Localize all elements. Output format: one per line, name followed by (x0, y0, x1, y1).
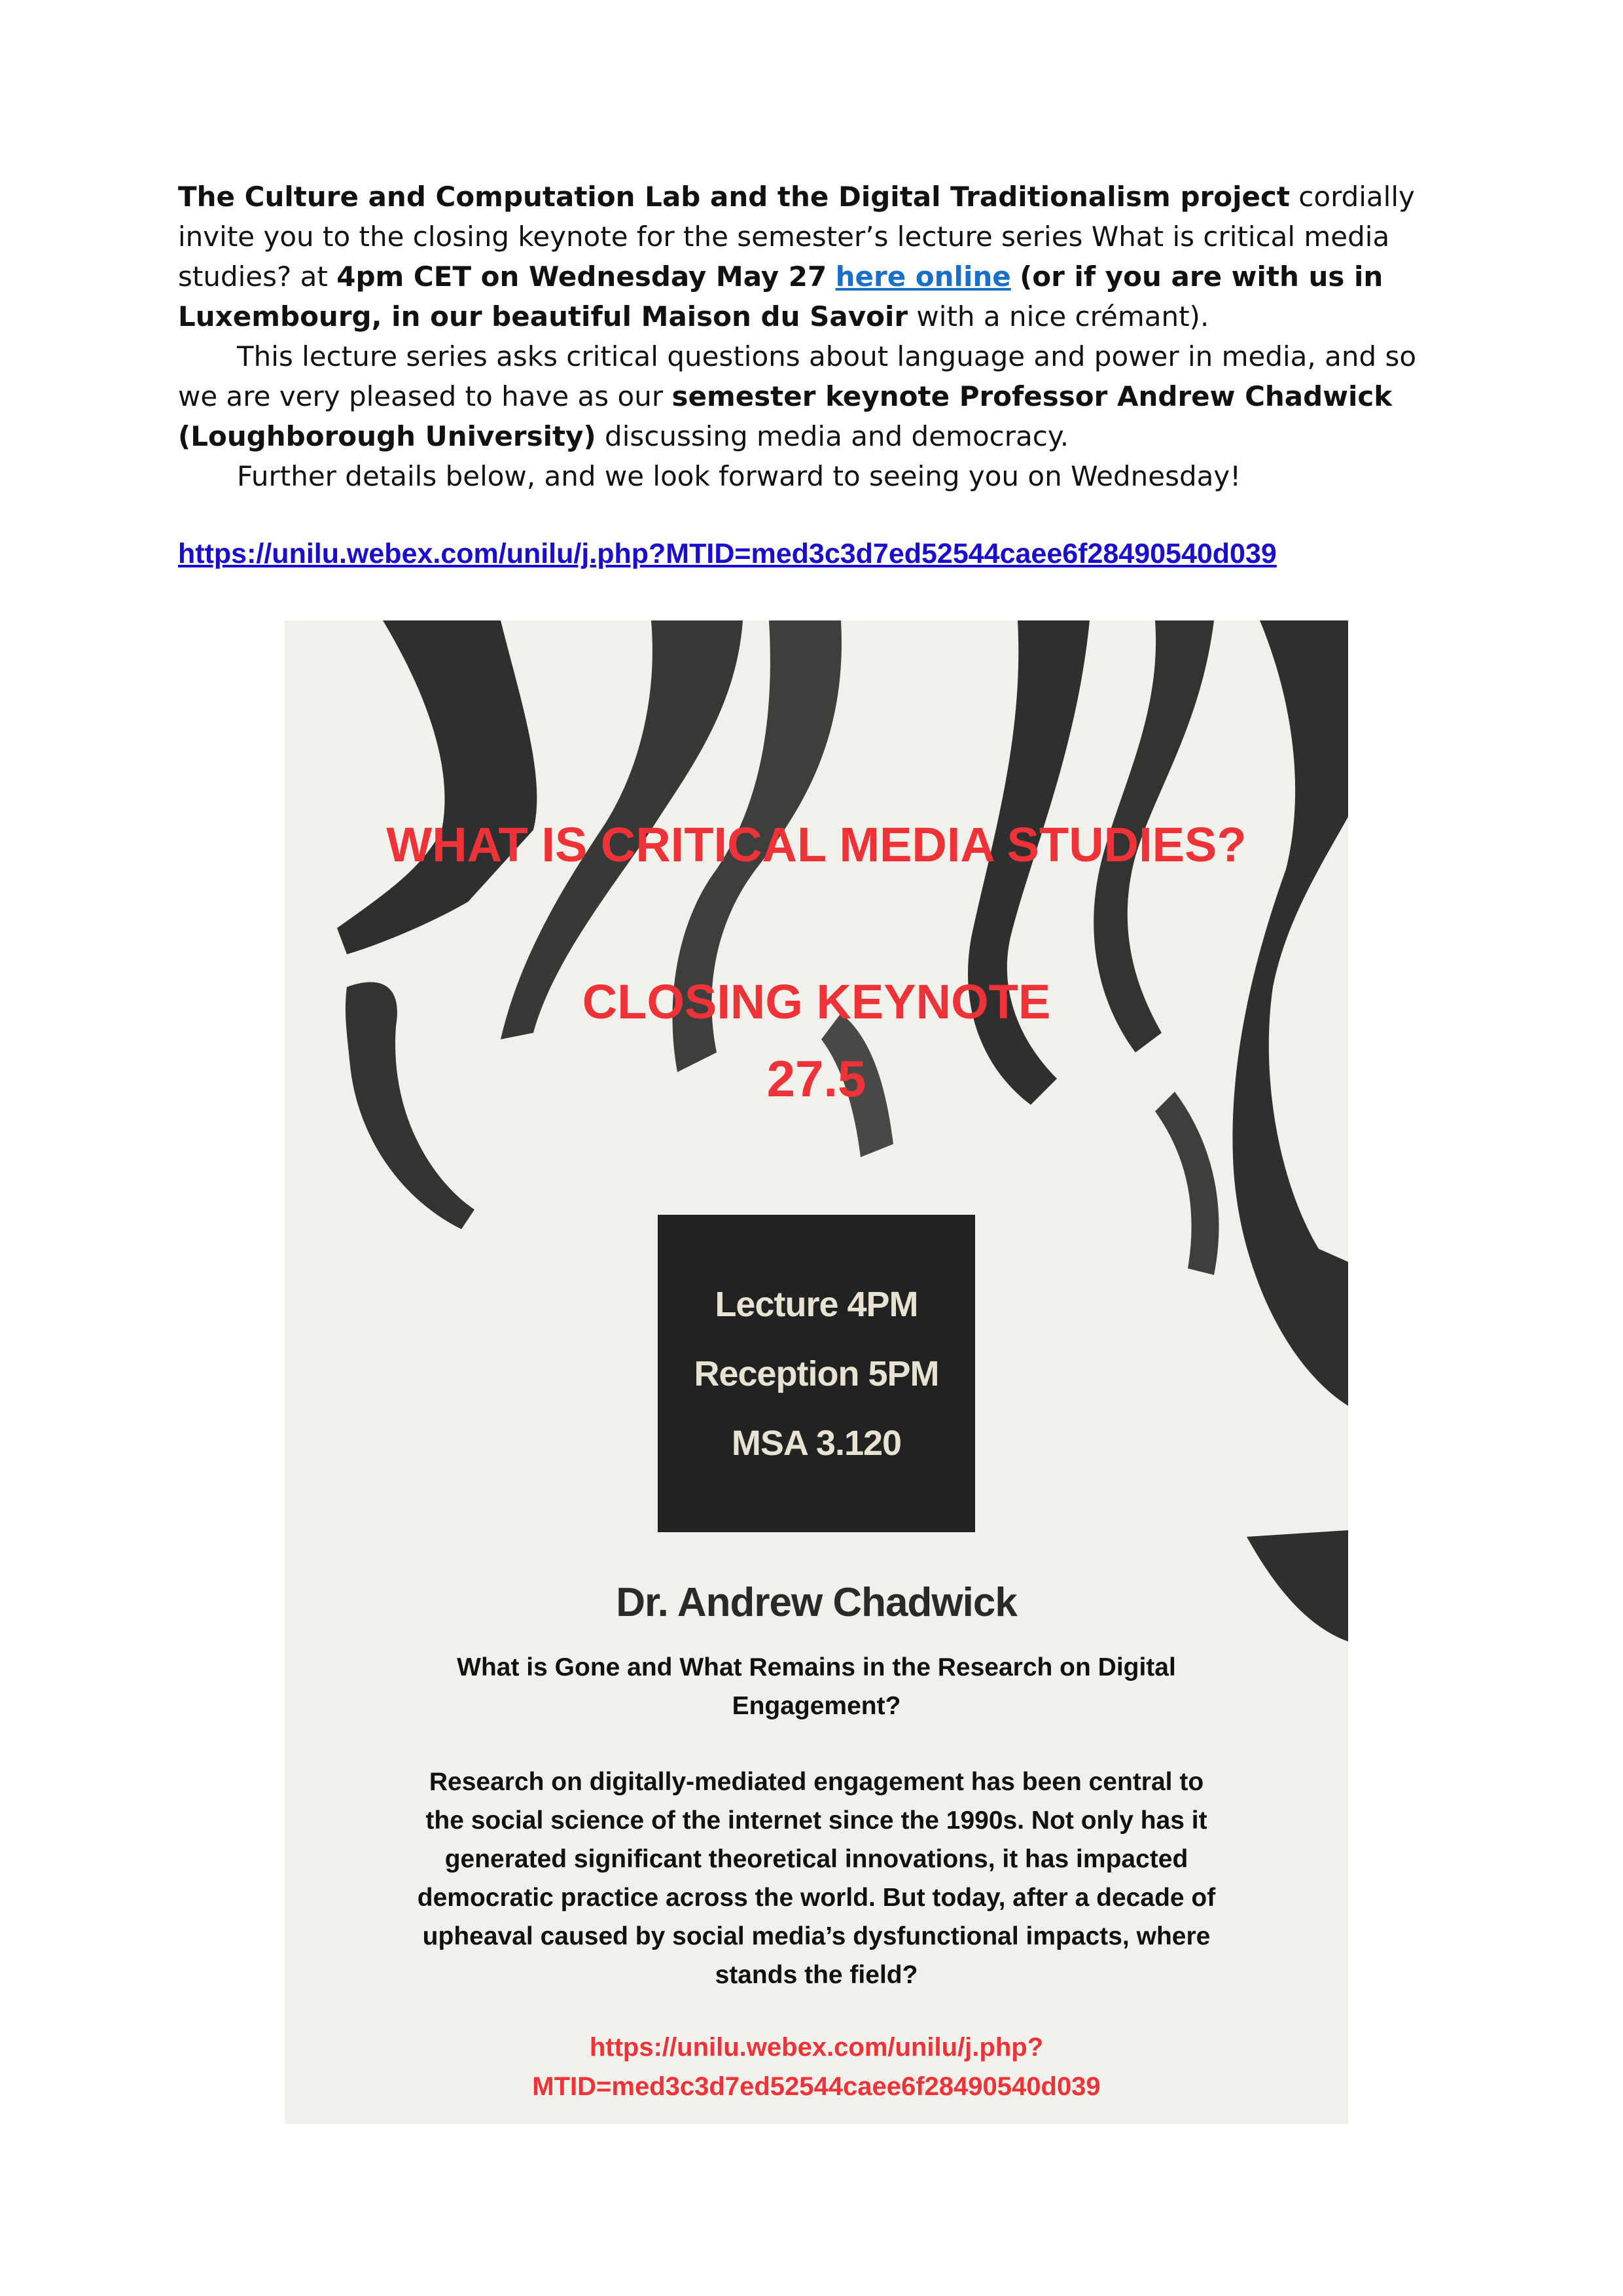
venue-note: (or if you are with us in Luxembourg, in our beautiful Maison du Savoir (178, 260, 1383, 332)
event-date: 27.5 (766, 1050, 866, 1107)
event-time: 4pm CET on Wednesday May 27 (336, 260, 827, 293)
room-number: MSA 3.120 (731, 1423, 902, 1463)
keynote-speaker: semester keynote Professor Andrew Chadwick (Loughborough University) (178, 380, 1393, 452)
series-description-end: discussing media and democracy. (596, 420, 1069, 452)
talk-title: What is Gone and What Remains in the Research on Digital Engagement? (457, 1653, 1176, 1720)
talk-abstract: Research on digitally-mediated engagement has been central to the social science of the internet since the 1990s. Not only has it generated significant theoretical innovations, it has impacted democratic practice across the world. But today, after a decade of upheaval caused by social media’s dysfunctional impacts, where stands the field? (417, 1768, 1216, 1989)
reception-time: Reception 5PM (694, 1354, 939, 1393)
poster-webex-link[interactable] (416, 2028, 1217, 2106)
event-poster (285, 620, 1348, 2124)
series-description: This lecture series asks critical questions about language and power in media, and so we are very pleased to have as our (178, 340, 1417, 412)
poster-url-line-1: https://unilu.webex.com/unilu/j.php? (589, 2033, 1044, 2062)
series-title: WHAT IS CRITICAL MEDIA STUDIES? (386, 817, 1247, 872)
speaker-name: Dr. Andrew Chadwick (616, 1580, 1017, 1625)
poster-url-line-2: MTID=med3c3d7ed52544caee6f28490540d039 (532, 2072, 1101, 2101)
organizers: The Culture and Computation Lab and the Digital Traditionalism project (178, 181, 1290, 213)
invitation-text-a: cordially invite you to the closing keynote for the semester’s lecture series What is critical media studies? at (178, 181, 1415, 293)
invitation-text (178, 177, 1461, 496)
webex-link[interactable]: https://unilu.webex.com/unilu/j.php?MTID=med3c3d7ed52544caee6f28490540d039 (178, 538, 1277, 569)
invitation-paragraph-1 (178, 177, 1461, 336)
closing-keynote-heading: CLOSING KEYNOTE (582, 975, 1051, 1029)
lecture-time: Lecture 4PM (715, 1284, 918, 1324)
invitation-text-end: with a nice crémant). (908, 300, 1209, 332)
schedule-box (658, 1215, 975, 1532)
invitation-paragraph-2 (178, 336, 1461, 456)
invitation-paragraph-3: Further details below, and we look forward to seeing you on Wednesday! (237, 460, 1241, 492)
here-online-link[interactable]: here online (835, 260, 1011, 293)
